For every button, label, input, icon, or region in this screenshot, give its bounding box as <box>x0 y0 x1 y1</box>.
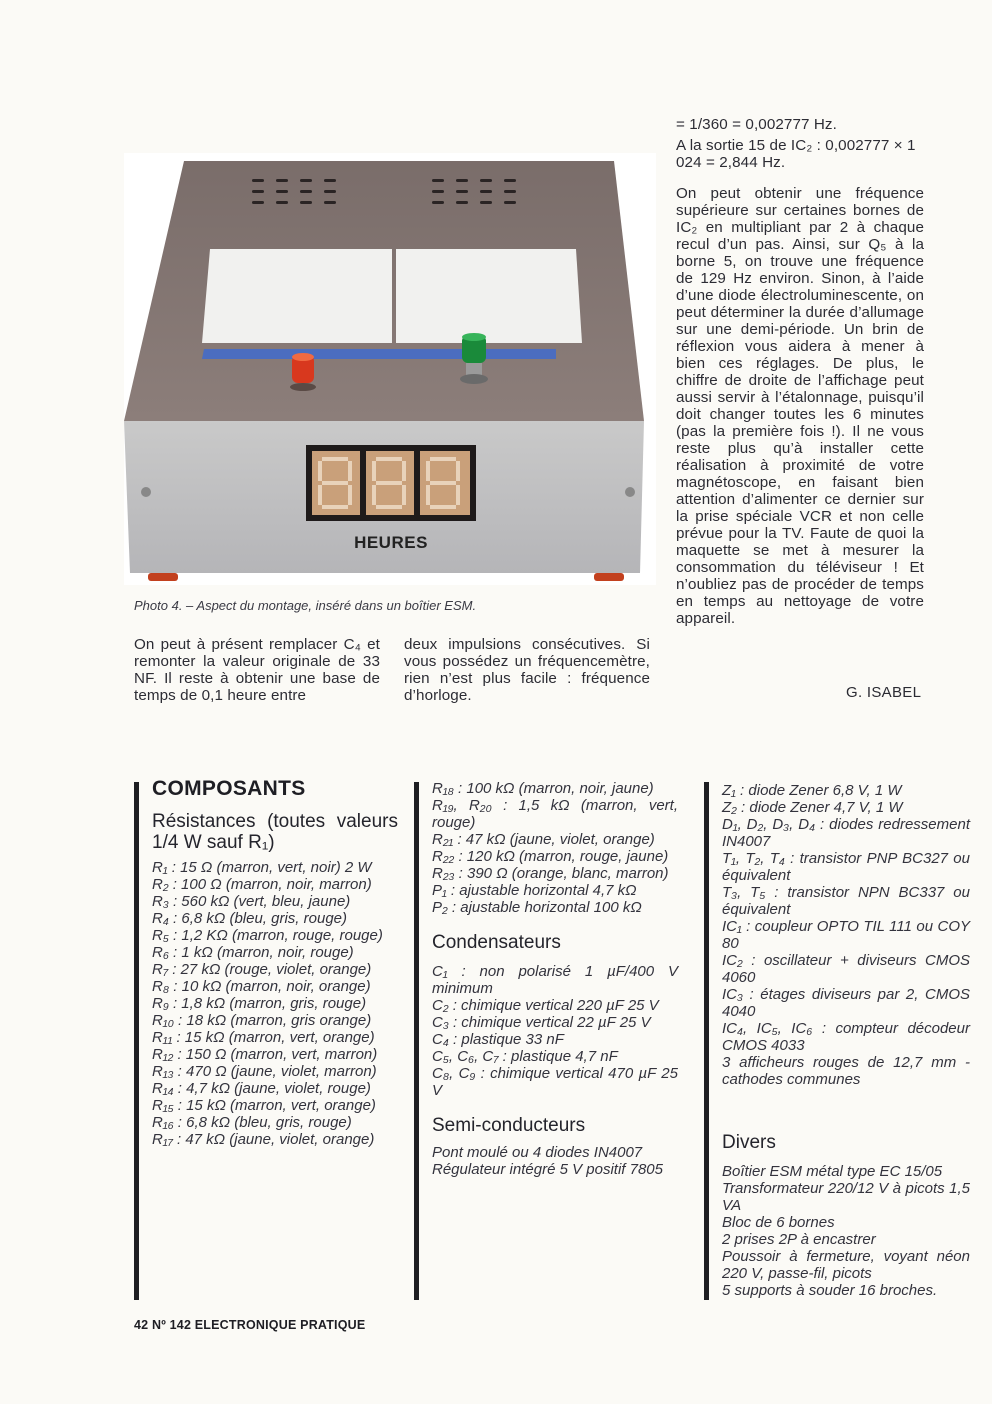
rule-middle <box>414 782 419 1300</box>
semi-list-b <box>722 782 970 1088</box>
blue-strip <box>202 349 556 359</box>
foot-right <box>594 573 624 581</box>
resistance-item: R₁₉, R₂₀ : 1,5 kΩ (marron, vert, rouge) <box>432 797 678 831</box>
resistance-item: R₁₁ : 15 kΩ (marron, vert, orange) <box>152 1029 375 1046</box>
resistance-item: R₂₁ : 47 kΩ (jaune, violet, orange) <box>432 831 655 848</box>
components-title: COMPOSANTS <box>152 777 306 800</box>
divers-heading: Divers <box>722 1132 776 1153</box>
resistance-item: P₁ : ajustable horizontal 4,7 kΩ <box>432 882 637 899</box>
divers-item: 5 supports à souder 16 broches. <box>722 1282 938 1299</box>
condensateur-item: C₈, C₉ : chimique vertical 470 µF 25 V <box>432 1065 678 1099</box>
formula-line-1: = 1/360 = 0,002777 Hz. <box>676 116 837 133</box>
resistance-item: R₂ : 100 Ω (marron, noir, marron) <box>152 876 372 893</box>
condensateur-item: C₁ : non polarisé 1 µF/400 V minimum <box>432 963 678 997</box>
foot-left <box>148 573 178 581</box>
article-body-col1: On peut à présent remplacer C₄ et remonter la valeur originale de 33 NF. Il reste à obtenir une base de temps de 0,1 heure entre <box>134 636 380 704</box>
rule-right <box>704 782 709 1300</box>
components-col1 <box>152 777 398 1148</box>
seven-segment-display <box>306 445 476 521</box>
resistances-heading: Résistances (toutes valeurs 1/4 W sauf R₁) <box>152 811 398 853</box>
resistance-item: R₁₇ : 47 kΩ (jaune, violet, orange) <box>152 1131 375 1148</box>
screw-left <box>141 487 151 497</box>
semiconductor-item: Pont moulé ou 4 diodes IN4007 <box>432 1144 643 1161</box>
screw-right <box>625 487 635 497</box>
resistance-item: R₅ : 1,2 KΩ (marron, rouge, rouge) <box>152 927 383 944</box>
article-body-col2: deux impulsions consécutives. Si vous possédez un fréquencemètre, rien n’est plus facile : fréquence d’horloge. <box>404 636 650 704</box>
components-col2 <box>432 780 678 1178</box>
resistance-item: R₄ : 6,8 kΩ (bleu, gris, rouge) <box>152 910 347 927</box>
condensateurs-heading: Condensateurs <box>432 932 561 953</box>
semiconductor-item: IC₁ : coupleur OPTO TIL 111 ou COY 80 <box>722 918 970 952</box>
components-col3 <box>722 782 970 1299</box>
resistance-item: R₁₂ : 150 Ω (marron, vert, marron) <box>152 1046 378 1063</box>
formula-line-2: A la sortie 15 de IC₂ : 0,002777 × 1 024 = 2,844 Hz. <box>676 137 916 171</box>
resistance-item: R₉ : 1,8 kΩ (marron, gris, rouge) <box>152 995 367 1012</box>
divers-list <box>722 1163 970 1299</box>
red-pushbutton <box>290 353 316 391</box>
condensateur-item: C₂ : chimique vertical 220 µF 25 V <box>432 997 659 1014</box>
semiconductor-item: IC₂ : oscillateur + diviseurs CMOS 4060 <box>722 952 970 986</box>
resistance-item: R₁₄ : 4,7 kΩ (jaune, violet, rouge) <box>152 1080 371 1097</box>
semiconductor-item: IC₃ : étages diviseurs par 2, CMOS 4040 <box>722 986 970 1020</box>
device-photo <box>124 153 656 585</box>
semiconductor-item: Régulateur intégré 5 V positif 7805 <box>432 1161 663 1178</box>
resistance-item: R₁₅ : 15 kΩ (marron, vert, orange) <box>152 1097 376 1114</box>
resistance-item: R₁₃ : 470 Ω (jaune, violet, marron) <box>152 1063 377 1080</box>
resistance-list-b <box>432 780 678 916</box>
semiconductor-item: T₃, T₅ : transistor NPN BC337 ou équivalent <box>722 884 970 918</box>
label-panel-right <box>396 249 582 343</box>
right-column <box>676 116 924 641</box>
semiconductor-item: 3 afficheurs rouges de 12,7 mm - cathodes communes <box>722 1054 970 1088</box>
author-name: G. ISABEL <box>846 684 922 701</box>
resistance-item: R₆ : 1 kΩ (marron, noir, rouge) <box>152 944 354 961</box>
semiconductor-item: Z₂ : diode Zener 4,7 V, 1 W <box>722 799 903 816</box>
resistance-item: R₂₂ : 120 kΩ (marron, rouge, jaune) <box>432 848 669 865</box>
panel-label: HEURES <box>354 533 428 552</box>
semiconductor-item: Z₁ : diode Zener 6,8 V, 1 W <box>722 782 902 799</box>
semi-list <box>432 1144 678 1178</box>
resistance-item: R₂₃ : 390 Ω (orange, blanc, marron) <box>432 865 669 882</box>
page-footer: 42 Nº 142 ELECTRONIQUE PRATIQUE <box>134 1318 366 1332</box>
divers-item: Bloc de 6 bornes <box>722 1214 835 1231</box>
condensateur-list <box>432 963 678 1099</box>
divers-item: Transformateur 220/12 V à picots 1,5 VA <box>722 1180 970 1214</box>
semiconductor-item: T₁, T₂, T₄ : transistor PNP BC327 ou équivalent <box>722 850 970 884</box>
resistance-item: R₈ : 10 kΩ (marron, noir, orange) <box>152 978 371 995</box>
resistance-item: P₂ : ajustable horizontal 100 kΩ <box>432 899 642 916</box>
condensateur-item: C₃ : chimique vertical 22 µF 25 V <box>432 1014 651 1031</box>
condensateur-item: C₅, C₆, C₇ : plastique 4,7 nF <box>432 1048 618 1065</box>
label-panel-left <box>202 249 392 343</box>
divers-item: 2 prises 2P à encastrer <box>722 1231 876 1248</box>
semiconductor-item: IC₄, IC₅, IC₆ : compteur décodeur CMOS 4033 <box>722 1020 970 1054</box>
resistance-item: R₇ : 27 kΩ (rouge, violet, orange) <box>152 961 372 978</box>
green-indicator <box>460 333 488 384</box>
resistance-item: R₁ : 15 Ω (marron, vert, noir) 2 W <box>152 859 372 876</box>
semi-heading: Semi-conducteurs <box>432 1115 586 1136</box>
resistance-item: R₁₈ : 100 kΩ (marron, noir, jaune) <box>432 780 654 797</box>
divers-item: Boîtier ESM métal type EC 15/05 <box>722 1163 943 1180</box>
resistance-item: R₁₀ : 18 kΩ (marron, gris orange) <box>152 1012 372 1029</box>
semiconductor-item: D₁, D₂, D₃, D₄ : diodes redressement IN4007 <box>722 816 970 850</box>
resistance-item: R₃ : 560 kΩ (vert, bleu, jaune) <box>152 893 351 910</box>
condensateur-item: C₄ : plastique 33 nF <box>432 1031 564 1048</box>
rule-left <box>134 782 139 1300</box>
resistance-list-a <box>152 859 398 1148</box>
article-body-right: On peut obtenir une fréquence supérieure sur certaines bornes de IC₂ en multipliant par 2 à chaque recul d’un pas. Ainsi, sur Q₅ à la borne 5, on trouve une fréquence de 129 Hz environ. Sinon, à l’aide d’une diode électroluminescente, on peut déterminer la durée d’allumage sur une demi-période. Un brin de réflexion vous aidera à mener à bien ces réglages. De plus, le chiffre de droite de l’affichage peut aussi servir à l’étalonnage, puisqu’il doit changer toutes les 6 minutes (pas la première fois !). Il ne vous reste plus qu’à installer cette réalisation à proximité de votre magnétoscope, en faisant bien attention d’alimenter ce dernier sur la prise spéciale VCR et non celle prévue pour la TV. Faute de quoi la maquette se met à mesurer la consommation du téléviseur ! Et n’oubliez pas de procéder de temps en temps au nettoyage de votre appareil. <box>676 185 924 627</box>
divers-item: Poussoir à fermeture, voyant néon 220 V, passe-fil, picots <box>722 1248 970 1282</box>
resistance-item: R₁₆ : 6,8 kΩ (bleu, gris, rouge) <box>152 1114 352 1131</box>
photo-caption: Photo 4. – Aspect du montage, inséré dans un boîtier ESM. <box>134 598 477 613</box>
